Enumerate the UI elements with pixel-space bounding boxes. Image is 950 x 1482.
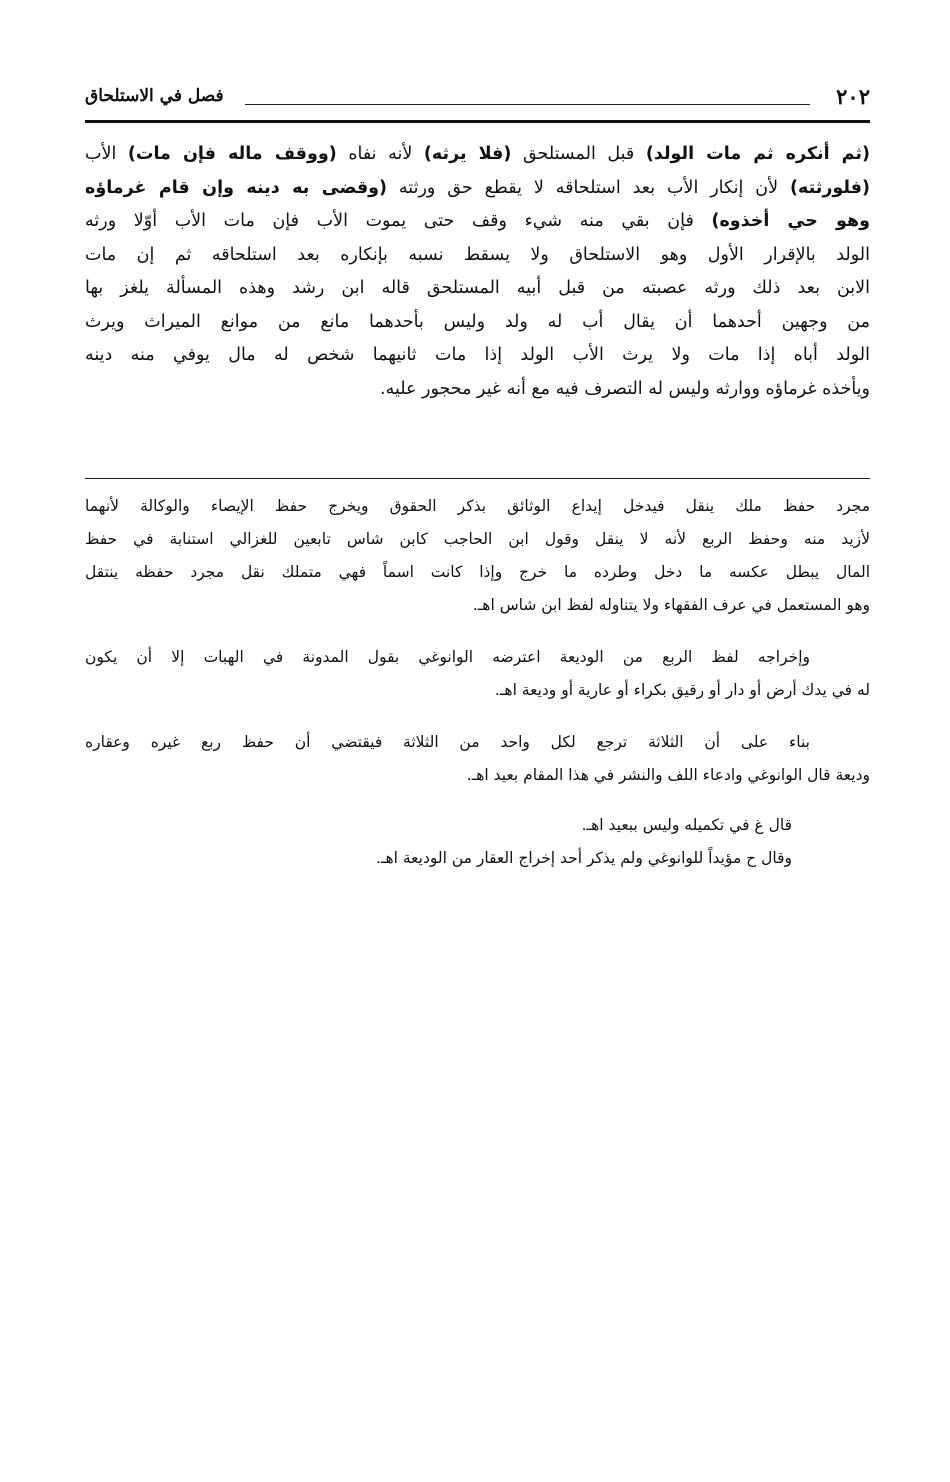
footnote-line: وديعة قال الوانوغي وادعاء اللف والنشر في هذا المقام بعيد اهـ. bbox=[466, 766, 870, 784]
footnotes bbox=[85, 490, 870, 875]
commentary-segment: فإن بقي منه شيء وقف حتى يموت الأب فإن مات الأب أوّلا ورثه bbox=[85, 211, 712, 231]
footnote-separator bbox=[85, 478, 870, 479]
footnote-line: وإخراجه لفظ الربع من الوديعة اعترضه الوانوغي بقول المدونة في الهبات إلا أن يكون bbox=[85, 648, 810, 666]
main-text bbox=[85, 138, 870, 406]
footnote-line: لأزيد منه وحفظ الربع لأنه لا ينقل وقول ابن الحاجب كابن شاس تابعين للغزالي استنابة في حفظ bbox=[85, 530, 870, 548]
text-line bbox=[85, 272, 870, 306]
header-line bbox=[245, 104, 810, 105]
matn-segment: (وقضى به دينه وإن قام غرماؤه bbox=[85, 177, 388, 198]
commentary-segment: الابن بعد ذلك ورثه عصبته من قبل أبيه المستلحق قاله ابن رشد وهذه المسألة يلغز بها bbox=[85, 278, 870, 298]
commentary-segment: الولد بالإقرار الأول وهو الاستلحاق ولا يسقط نسبه بإنكاره بعد استلحاقه ثم إن مات bbox=[85, 244, 870, 265]
text-line bbox=[85, 172, 870, 206]
commentary-segment: من وجهين أحدهما أن يقال أب له ولد وليس بأحدهما مانع من موانع الميراث ويرث bbox=[85, 311, 870, 332]
text-line bbox=[85, 239, 870, 273]
footnote-line: وقال ح مؤيداً للوانوغي ولم يذكر أحد إخراج العقار من الوديعة اهـ. bbox=[376, 849, 792, 867]
text-line bbox=[85, 339, 870, 373]
commentary-segment: لأن إنكار الأب بعد استلحاقه لا يقطع حق ورثته bbox=[387, 177, 791, 198]
matn-segment: وهو حي أخذوه) bbox=[711, 211, 870, 231]
footnote-line: له في يدك أرض أو دار أو رقيق بكراء أو عارية أو وديعة اهـ. bbox=[494, 681, 870, 699]
commentary-segment: ويأخذه غرماؤه ووارثه وليس له التصرف فيه مع أنه غير محجور عليه. bbox=[380, 378, 870, 399]
commentary-segment: قبل المستلحق bbox=[511, 144, 646, 164]
text-line bbox=[85, 138, 870, 172]
matn-segment: (ووقف ماله فإن مات) bbox=[127, 144, 337, 164]
text-line bbox=[85, 306, 870, 340]
commentary-segment: لأنه نفاه bbox=[336, 144, 424, 164]
matn-segment: (فلا يرثه) bbox=[423, 144, 512, 164]
matn-segment: (فلورثته) bbox=[790, 177, 870, 198]
page-header bbox=[85, 84, 870, 114]
text-line bbox=[85, 205, 870, 239]
footnote-line: بناء على أن الثلاثة ترجع لكل واحد من الثلاثة فيقتضي أن حفظ ربع غيره وعقاره bbox=[85, 733, 810, 751]
page-number: ٢٠٢ bbox=[836, 84, 870, 109]
footnote-line: المال يبطل عكسه ما دخل وطرده ما خرج وإذا كانت اسماً فهي متملك نقل مجرد حفظه ينتقل bbox=[85, 563, 870, 581]
commentary-segment: الأب bbox=[85, 144, 128, 164]
running-title: فصل في الاستلحاق bbox=[85, 86, 224, 106]
commentary-segment: الولد أباه إذا مات ولا يرث الأب الولد إذا مات ثانيهما شخص له مال يوفي منه دينه bbox=[85, 345, 870, 365]
text-line bbox=[85, 373, 870, 407]
footnote-line: مجرد حفظ ملك ينقل فيدخل إيداع الوثائق بذكر الحقوق ويخرج حفظ الإيصاء والوكالة لأنهما bbox=[85, 497, 870, 515]
footnote-line: قال غ في تكميله وليس ببعيد اهـ. bbox=[581, 816, 792, 834]
footnote-line: وهو المستعمل في عرف الفقهاء ولا يتناوله لفظ ابن شاس اهـ. bbox=[472, 596, 870, 614]
header-rule bbox=[85, 120, 870, 123]
matn-segment: (ثم أنكره ثم مات الولد) bbox=[645, 144, 870, 164]
